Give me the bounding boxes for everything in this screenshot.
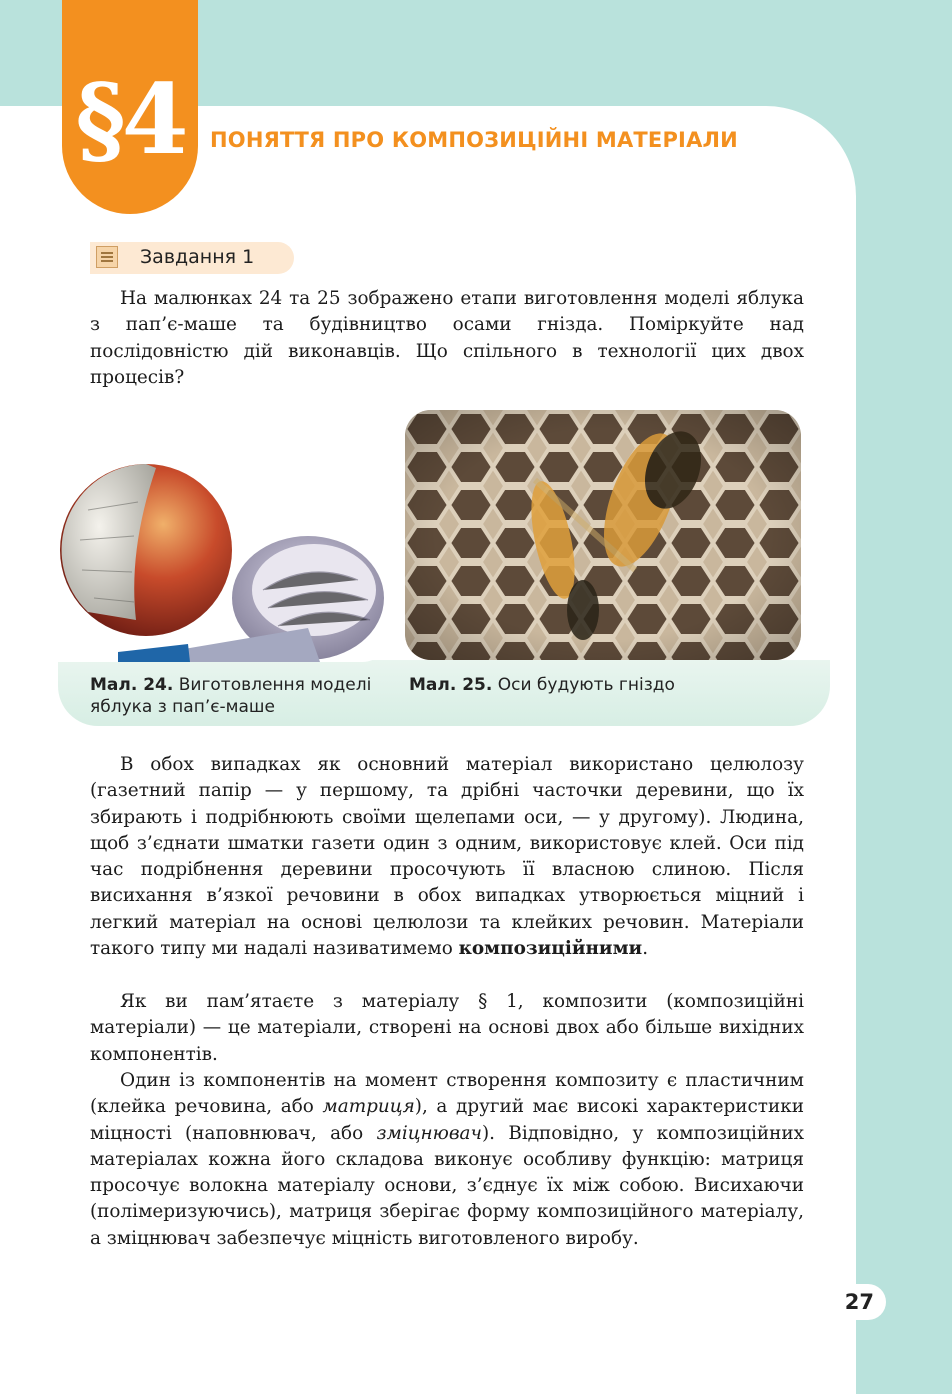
body-paragraph-3: Один із компонентів на момент створення композиту є пластичним (клейка речовина, або матриця), а другий має високі характеристики міцності (наповнювач, або зміцнювач). Відповідно, у композиційних матеріалах кожна його складова виконує особливу функцію: матриця просочує волокна матеріалу основи, з’єднує їх між собою. Висихаючи (полімеризуючись), матриця зберігає форму композиційного матеріалу, а зміцнювач забезпечує міцність виготовленого виробу. [90, 1070, 804, 1249]
intro-paragraph [90, 286, 804, 391]
figure-25-text: Оси будують гніздо [497, 675, 675, 695]
task-banner [90, 242, 294, 274]
body-paragraph-2: Як ви пам’ятаєте з матеріалу § 1, композити (композиційні матеріали) — це матеріали, створені на основі двох або більше вихідних компонентів. [90, 991, 804, 1065]
notepad-icon [96, 246, 118, 268]
figure-25-label: Мал. 25. [409, 675, 493, 695]
figure-25-caption [409, 674, 789, 696]
figure-24-text: Виготовлення моделі яблука з пап’є-маше [90, 675, 372, 717]
section-badge [62, 0, 198, 214]
section-number: §4 [75, 63, 185, 176]
page-title: ПОНЯТТЯ ПРО КОМПОЗИЦІЙНІ МАТЕРІАЛИ [210, 128, 738, 152]
figure-24-label: Мал. 24. [90, 675, 174, 695]
body-paragraph-1: В обох випадках як основний матеріал використано целюлозу (газетний папір — у першому, та дрібні часточки деревини, що їх збирають і подрібнюють своїми щелепами оси, — у другому). Людина, щоб з’єднати шматки газети один з одним, використовує клей. Оси під час подрібнення деревини просочують її власною слиною. Після висихання в’язкої речовини в обох випадках утворюється міцний і легкий матеріал на основі целюлози та клейких речовин. Матеріали такого типу ми надалі називатимемо композиційними. [90, 754, 804, 960]
figure-25-image [405, 410, 801, 660]
figure-24-image [58, 440, 390, 662]
intro-text: На малюнках 24 та 25 зображено етапи виготовлення моделі яблука з пап’є-маше та будівництво осами гнізда. Поміркуйте над послідовністю дій виконавців. Що спільного в технології цих двох процесів? [90, 288, 804, 388]
page-number: 27 [800, 1284, 886, 1320]
term-composite: композиційними [458, 938, 643, 960]
task-label: Завдання 1 [140, 246, 255, 268]
term-matrix: матриця [322, 1096, 415, 1118]
term-reinforcer: зміцнювач [376, 1122, 482, 1144]
figure-24-caption [90, 674, 380, 718]
